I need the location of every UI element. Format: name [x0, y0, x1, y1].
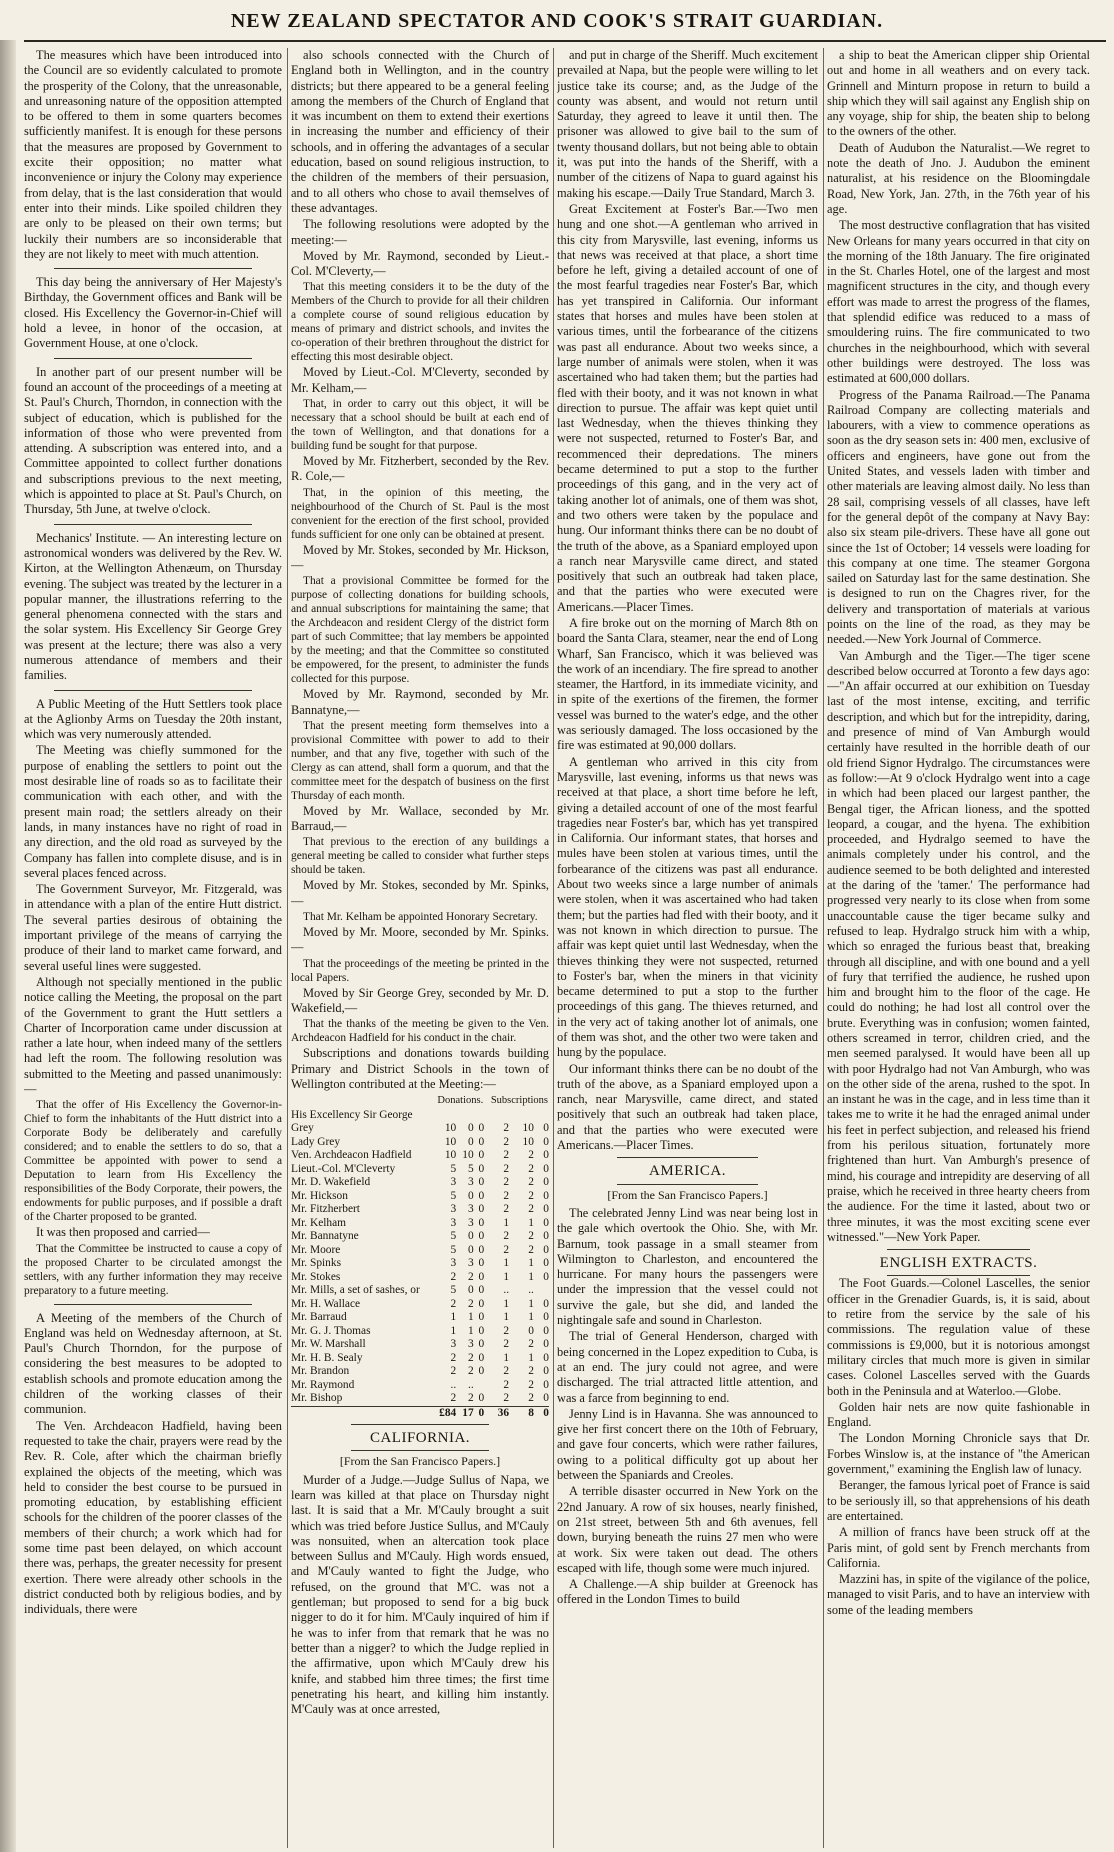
article-paragraph: Although not specially mentioned in the public notice calling the Meeting, the proposal on the part of the Government to grant the Hutt settlers a Charter of Incorporation came under discussion at rather a late hour, when indeed many of the settlers had left the room. The following resolution was submitted to the Meeting and passed unanimously:— [24, 974, 282, 1096]
section-heading-america: AMERICA. [649, 1163, 726, 1180]
amount-cell: 2 [528, 1392, 534, 1405]
amount-cell: 2 [528, 1338, 534, 1351]
amount-cell: 10 [444, 1122, 457, 1135]
amount-cell: 2 [503, 1230, 510, 1243]
amount-cell: 1 [503, 1311, 510, 1324]
amount-cell: 2 [528, 1230, 534, 1243]
amount-cell: 2 [503, 1176, 510, 1189]
amount-cell: 3 [450, 1203, 457, 1216]
motion-line: Moved by Mr. Fitzherbert, seconded by the Rev. R. Cole,— [291, 454, 549, 484]
subscriber-label: His Excellency Sir George [291, 1108, 413, 1121]
amount-cell: 0 [478, 1257, 485, 1270]
amount-cell: 2 [528, 1176, 534, 1189]
subscriber-name: Mr. Moore [291, 1243, 341, 1256]
amount-cell: 2 [528, 1378, 534, 1391]
resolution-text: That, in order to carry out this object, it will be necessary that a school should be built at each end of the town of Wellington, and that donations for a building fund be sought for that purpose. [291, 398, 549, 453]
amount-cell: 3 [467, 1338, 474, 1351]
masthead-rule [24, 40, 1106, 42]
subscriptions-table [291, 1093, 549, 1420]
article-paragraph: a ship to beat the American clipper ship Oriental out and home in all weathers and on every tack. Grinnell and Minturn propose in return to build a ship which they will sail against any English ship on any voyage, ship for ship, the beaten ship to belong to the owners of the other. [827, 48, 1090, 139]
amount-cell: 2 [467, 1351, 474, 1364]
column-4 [827, 48, 1090, 1848]
amount-cell: 0 [478, 1122, 485, 1135]
amount-cell: 0 [543, 1324, 549, 1337]
amount-cell: 0 [478, 1297, 485, 1310]
subscriber-name: Mr. H. B. Sealy [291, 1351, 363, 1364]
amount-cell: 0 [543, 1257, 549, 1270]
amount-cell: 5 [450, 1162, 457, 1175]
amount-cell: 2 [450, 1297, 457, 1310]
amount-cell: 0 [478, 1243, 485, 1256]
article-paragraph: and put in charge of the Sheriff. Much excitement prevailed at Napa, but the people were willing to let justice take its course; and, as the Judge of the county was absent, and would not return until Saturday, they agreed to leave it until then. The prisoner was allowed to give bail to the sum of twenty thousand dollars, but not being able to obtain it, was put into the hands of the Sheriff, with a number of the citizens of Napa to guard against his making his escape.—Daily True Standard, March 3. [557, 48, 818, 200]
table-row [291, 1244, 549, 1258]
masthead: NEW ZEALAND SPECTATOR AND COOK'S STRAIT GUARDIAN. [230, 10, 884, 32]
amount-cell: 10 [462, 1149, 474, 1162]
article-paragraph: The Government Surveyor, Mr. Fitzgerald, was in attendance with a plan of the entire Hutt district. The several parties desirous of obtaining the important privilege of the means of carrying the produce of their land to market came forward, and several useful lines were suggested. [24, 882, 282, 973]
amount-cell: 3 [467, 1216, 474, 1229]
total-cell: 0 [534, 1406, 549, 1420]
article-paragraph: A Challenge.—A ship builder at Greenock has offered in the London Times to build [557, 1577, 818, 1607]
subscriber-name: Mr. D. Wakefield [291, 1176, 371, 1189]
subscriber-name: Lady Grey [291, 1135, 341, 1148]
table-row [291, 1298, 549, 1312]
motion-line: Moved by Sir George Grey, seconded by Mr. D. Wakefield,— [291, 985, 549, 1015]
article-paragraph: Golden hair nets are now quite fashionable in England. [827, 1399, 1090, 1430]
amount-cell: 0 [543, 1392, 549, 1405]
amount-cell: 0 [528, 1324, 534, 1337]
amount-cell: 0 [478, 1270, 485, 1283]
subscriptions-header: Subscriptions [490, 1095, 548, 1107]
amount-cell: 2 [503, 1149, 510, 1162]
table-row [291, 1149, 549, 1163]
amount-cell: .. [503, 1284, 510, 1297]
article-paragraph: Van Amburgh and the Tiger.—The tiger scene described below occurred at Toronto a few days ago:—"An affair occurred at our exhibition on Tuesday last of the most intense, exciting, and terrific description, and which but for the intrepidity, daring, and presence of mind of Van Amburgh would certainly have resulted in the horrible death of our old friend Signor Hydralgo. The circumstances were as follow:—At 9 o'clock Hydralgo went into a cage in which had been placed our largest panther, the Bengal tiger, the African lioness, and the spotted leopard, a cougar, and the hyena. The exhibition proceeded, and Hydralgo seemed to have the animals completely under his control, and the audience seemed to be both delighted and interested at the daring of the 'tamer.' The performance had progressed very nearly to its close when from some unaccountable cause the tiger became sulky and refused to leap. Hydralgo struck him with a whip, which so enraged the furious beast that, breaking through all discipline, and with one bound and a yell of fury that terrified the audience, he rushed upon him and brought him to the floor of the cage. He could do nothing; he had lost all control over the brute. Everything was in confusion; women fainted, others screamed in terror, children cried, and the men seemed paralysed. It would have been all up with poor Hydralgo had not Van Amburgh, who was on the other side of the arena, rushed to the spot. In an instant he was in the cage, and in less time than it takes me to write it he had the enraged animal under his feet in perfect subjection, and released his friend from his perilous situation, fortunately more frightened than hurt. Van Amburgh's presence of mind, his courage and intrepidity are deserving of all praise, which he received in three hearty cheers from the audience. For the time it lasted, about two or three minutes, it was the most exciting scene ever witnessed."—New York Paper. [827, 648, 1090, 1244]
amount-cell: 1 [503, 1270, 510, 1283]
amount-cell: 2 [528, 1243, 534, 1256]
table-row [291, 1338, 549, 1352]
table-row [291, 1109, 549, 1123]
amount-cell: 0 [543, 1189, 549, 1202]
article-paragraph: A Public Meeting of the Hutt Settlers took place at the Aglionby Arms on Tuesday the 20th instant, which was very numerously attended. [24, 696, 282, 742]
table-row [291, 1257, 549, 1271]
amount-cell: 0 [478, 1311, 485, 1324]
amount-cell: 0 [543, 1216, 549, 1229]
amount-cell: 2 [503, 1324, 510, 1337]
column-1 [24, 48, 282, 1848]
amount-cell: 2 [503, 1122, 510, 1135]
amount-cell: 3 [467, 1176, 474, 1189]
article-paragraph: Mechanics' Institute. — An interesting lecture on astronomical wonders was delivered by the Rev. W. Kirton, at the Wellington Athenæum, on Thursday evening. The subject was treated by the lecturer in a popular manner, the illustrations referring to the general phenomena connected with the stars and the solar system. His Excellency Sir George Grey was present at the lecture; there was also a very numerous attendance of members and their families. [24, 530, 282, 683]
subscriber-name: Mr. G. J. Thomas [291, 1324, 371, 1337]
amount-cell [474, 1379, 485, 1393]
amount-cell: 3 [467, 1203, 474, 1216]
amount-cell: 2 [503, 1162, 510, 1175]
amount-cell: 1 [528, 1257, 534, 1270]
amount-cell: 0 [467, 1230, 474, 1243]
amount-cell: 0 [478, 1230, 485, 1243]
amount-cell: 0 [543, 1203, 549, 1216]
amount-cell: 2 [528, 1189, 534, 1202]
article-paragraph: Murder of a Judge.—Judge Sullus of Napa, we learn was killed at that place on Thursday night last. It is said that a Mr. M'Cauly brought a suit which was tried before Justice Sullus, and M'Cauly was nonsuited, when an altercation took place between Sullus and M'Cauly. High words ensued, and M'Cauly wanted to fight the Judge, who refused, on the ground that M'C. was not a gentleman; but proposed to send for a big buck nigger to do it for him. M'Cauly inquired of him if he was to infer from that remark that he was no better than a nigger? to which the Judge replied in the affirmative, upon which M'Cauly drew his knife, and stabbed him three times; the first time penetrating his heart, and killing him instantly. M'Cauly was at once arrested, [291, 1472, 549, 1717]
source-line: [From the San Francisco Papers.] [339, 1454, 501, 1469]
amount-cell: 0 [478, 1216, 485, 1229]
motion-line: Moved by Mr. Stokes, seconded by Mr. Hickson,— [291, 542, 549, 572]
amount-cell: 0 [467, 1243, 474, 1256]
motion-line: Moved by Lieut.-Col. M'Cleverty, seconded by Mr. Kelham,— [291, 365, 549, 395]
article-paragraph: A fire broke out on the morning of March 8th on board the Santa Clara, steamer, near the end of Long Wharf, San Francisco, which it was believed was the work of an incendiary. The fire spread to another steamer, the Hartford, in its immediate vicinity, and in spite of the exertions of the firemen, the former vessel was burned to the water's edge, and the other was seriously damaged. The loss occasioned by the fire was estimated at 90,000 dollars. [557, 615, 818, 753]
table-row [291, 1352, 549, 1366]
amount-cell: 0 [478, 1162, 485, 1175]
amount-cell: 1 [450, 1311, 457, 1324]
separator-rule [54, 524, 252, 525]
resolution-text: That the offer of His Excellency the Governor-in-Chief to form the inhabitants of the Hutt district into a Corporate Body be deliberately and carefully considered; and to enable the settlers to do so, that a Committee be appointed with power to send a Deputation to learn from His Excellency the responsibilities of the Body Corporate, their powers, the endowments for public purposes, and if possible a draft of the Charter proposed to be granted. [24, 1099, 282, 1224]
section-heading-california: CALIFORNIA. [369, 1430, 471, 1447]
amount-cell: 0 [478, 1149, 485, 1162]
separator-rule [54, 358, 252, 359]
amount-cell: 0 [478, 1189, 485, 1202]
resolution-text: That, in the opinion of this meeting, the neighbourhood of the Church of St. Paul is the most convenient for the erection of the first school, provided funds sufficient for one only can be obtained at present. [291, 486, 549, 541]
subscriber-name: Mr. Bishop [291, 1392, 343, 1405]
table-row [291, 1311, 549, 1325]
amount-cell: 2 [503, 1203, 510, 1216]
article-paragraph: The trial of General Henderson, charged with being concerned in the Lopez expedition to Cuba, is at an end. The jury could not agree, and were discharged. The trial attracted little attention, and was a farce from beginning to end. [557, 1329, 818, 1405]
resolution-text: That previous to the erection of any buildings a general meeting be called to consider what further steps should be taken. [291, 836, 549, 877]
column-rule [553, 48, 554, 1848]
total-cell: £84 [432, 1406, 456, 1420]
total-cell: 36 [484, 1406, 509, 1420]
table-row [291, 1325, 549, 1339]
amount-cell: 1 [450, 1324, 457, 1337]
amount-cell: 2 [503, 1338, 510, 1351]
resolution-text: That the present meeting form themselves into a provisional Committee with power to add to their number, and that any five, together with such of the Clergy as can attend, shall form a quorum, and that the committee meet for the despatch of business on the first Thursday of each month. [291, 719, 549, 802]
amount-cell: 3 [450, 1257, 457, 1270]
section-rule [887, 1249, 1030, 1250]
amount-cell: 0 [478, 1351, 485, 1364]
article-paragraph: also schools connected with the Church of England both in Wellington, and in the country districts; but there appeared to be a general feeling among the members of the Church of England that it was incumbent on them to extend their exertions in increasing the number and efficiency of their schools, and in offering the advantages of a secular education, based on sound religious instruction, to the children of the members of their persuasion, and to all others who chose to avail themselves of these advantages. [291, 48, 549, 215]
donations-header: Donations. [437, 1095, 484, 1107]
amount-cell: 2 [503, 1365, 510, 1378]
subscriber-name: Ven. Archdeacon Hadfield [291, 1149, 412, 1162]
amount-cell: 5 [450, 1189, 457, 1202]
amount-cell [534, 1284, 549, 1298]
article-paragraph: The following resolutions were adopted by the meeting:— [291, 217, 549, 247]
section-rule [351, 1450, 489, 1451]
section-heading-english-extracts: ENGLISH EXTRACTS. [879, 1255, 1038, 1272]
subscriber-name: Mr. Brandon [291, 1365, 350, 1378]
amount-cell: 0 [467, 1122, 474, 1135]
amount-cell: 10 [444, 1149, 457, 1162]
amount-cell: 0 [543, 1176, 549, 1189]
subscriber-name: Mr. Bannatyne [291, 1230, 359, 1243]
resolution-text: That this meeting considers it to be the duty of the Members of the Church to provide for all their children a complete course of sound religious education by means of primary and district schools, and invites the co-operation of their brethren throughout the district for effecting this most desirable object. [291, 281, 549, 364]
amount-cell: 3 [450, 1176, 457, 1189]
amount-cell: 2 [503, 1189, 510, 1202]
amount-cell: 0 [478, 1203, 485, 1216]
amount-cell: 2 [467, 1297, 474, 1310]
article-paragraph: Death of Audubon the Naturalist.—We regret to note the death of Jno. J. Audubon the eminent naturalist, at his residence on the Bloomingdale Road, New York, Jan. 27th, in the 76th year of his age. [827, 140, 1090, 216]
article-paragraph: A gentleman who arrived in this city from Marysville, last evening, informs us that news was received at that place, a short time before he left, giving a detailed account of one of the most fearful tragedies near Foster's bar, which has yet transpired in California. Our informant states, that horses and mules have been stolen at various times, until the forbearance of the citizens was past all endurance. About two weeks since a large number of animals were stolen, when it was ascertained who had taken them; but the parties had fled with their booty, and it was not known in which direction to pursue. The affair was kept quiet until last Wednesday, when the thieves thinking they were not suspected, returned to Foster's bar, when the miners in that vicinity became determined to put a stop to the further proceedings of this gang. The thieves returned, and in the very act of taking another lot of animals, one of them was shot, and the other two were taken and hung by the populace. [557, 754, 818, 1060]
amount-cell: 2 [450, 1270, 457, 1283]
table-row [291, 1379, 549, 1393]
amount-cell: 0 [543, 1365, 549, 1378]
amount-cell: 1 [528, 1311, 534, 1324]
amount-cell: 2 [467, 1392, 474, 1405]
table-row [291, 1271, 549, 1285]
amount-cell: 1 [503, 1257, 510, 1270]
motion-line: Moved by Mr. Stokes, seconded by Mr. Spinks,— [291, 878, 549, 908]
resolution-text: That Mr. Kelham be appointed Honorary Secretary. [303, 911, 538, 924]
table-row [291, 1217, 549, 1231]
amount-cell: 2 [503, 1135, 510, 1148]
separator-rule [54, 1304, 252, 1305]
amount-cell: 2 [503, 1392, 510, 1405]
subscriptions-body [291, 1122, 549, 1406]
resolution-text: That a provisional Committee be formed for the purpose of collecting donations for building schools, and annual subscriptions for maintaining the same; that the Archdeacon and resident Clergy of the district form part of such Committee; that lay members be appointed by the meeting; and that the Committee so constituted be empowered, for the present, to administer the funds collected for this purpose. [291, 575, 549, 686]
article-paragraph: The measures which have been introduced into the Council are so evidently calculated to promote the prosperity of the Colony, that the unreasonable, and unreasoning nature of the opposition attempted to be offered to them in some quarters becomes sufficiently manifest. It is enough for these persons that the measures are proposed by Government to excite their opposition; no matter what inconvenience or injury the Colony may experience from delay, that is the last consideration that would enter into their minds. Like spoiled children they are only to be pleased on their own terms; but luckily their numbers are so inconsiderable that they are not likely to meet with much attention. [24, 48, 282, 261]
subscriber-name: Grey [291, 1122, 314, 1135]
amount-cell: 2 [528, 1365, 534, 1378]
amount-cell: 0 [478, 1338, 485, 1351]
article-paragraph: Our informant thinks there can be no doubt of the truth of the above, as a Spaniard employed upon a ranch, near Marysville, came direct, and stated positively that such an outbreak had taken place, and that the parties who were executed were Americans.—Placer Times. [557, 1061, 818, 1153]
article-paragraph: This day being the anniversary of Her Majesty's Birthday, the Government offices and Bank will be closed. His Excellency the Governor-in-Chief will hold a levee, in honor of the occasion, at Government House, at one o'clock. [24, 275, 282, 351]
amount-cell: 10 [522, 1135, 534, 1148]
section-rule [351, 1424, 489, 1425]
amount-cell: 0 [543, 1243, 549, 1256]
article-paragraph: Mazzini has, in spite of the vigilance of the police, managed to visit Paris, and to have an interview with some of the leading members [827, 1572, 1090, 1617]
motion-line: Moved by Mr. Moore, seconded by Mr. Spinks.— [291, 925, 549, 955]
amount-cell: 0 [543, 1230, 549, 1243]
source-line: [From the San Francisco Papers.] [607, 1187, 768, 1202]
amount-cell: 0 [543, 1297, 549, 1310]
amount-cell: 3 [450, 1216, 457, 1229]
article-paragraph: The most destructive conflagration that has visited New Orleans for many years occurred in that city on the morning of the 18th January. The fire originated in the St. Charles Hotel, one of the largest and most magnificent structures in the city, and though every effort was made to arrest the progress of the flames, that splendid edifice was reduced to a mass of smouldering ruins. The fire communicated to two churches in the neighbourhood, which with several other buildings were destroyed. The loss was estimated at 600,000 dollars. [827, 218, 1090, 386]
resolution-text: That the thanks of the meeting be given to the Ven. Archdeacon Hadfield for his conduct in the chair. [291, 1018, 549, 1045]
subscriber-name: Mr. Mills, a set of sashes, or [291, 1284, 420, 1297]
amount-cell: 1 [503, 1216, 510, 1229]
amount-cell: 0 [478, 1135, 485, 1148]
amount-cell: 2 [450, 1351, 457, 1364]
amount-cell: 0 [543, 1351, 549, 1364]
resolution-text: That the Committee be instructed to cause a copy of the proposed Charter to be circulated amongst the settlers, with any further information they may receive preparatory to a future meeting. [24, 1242, 282, 1297]
amount-cell: 0 [543, 1311, 549, 1324]
amount-cell: .. [528, 1284, 534, 1297]
article-paragraph: Jenny Lind is in Havanna. She was announced to give her first concert there on the 10th of February, and gave four concerts, which were rather failures, owing to a political difficulty got up about her between the Spaniards and Creoles. [557, 1406, 818, 1483]
table-row [291, 1365, 549, 1379]
table-row [291, 1122, 549, 1136]
amount-cell: 10 [444, 1135, 457, 1148]
article-paragraph: Beranger, the famous lyrical poet of France is said to be seriously ill, so that apprehensions of his death are entertained. [827, 1478, 1090, 1523]
amount-cell: 1 [467, 1311, 474, 1324]
amount-cell: 0 [467, 1135, 474, 1148]
subscriber-name: Mr. Spinks [291, 1257, 342, 1270]
column-3 [557, 48, 818, 1848]
article-paragraph: The London Morning Chronicle says that Dr. Forbes Winslow is, at the instance of "the American government," examining the English law of lunacy. [827, 1431, 1090, 1477]
column-rule [823, 48, 824, 1848]
amount-cell: 0 [467, 1284, 474, 1297]
amount-cell: 0 [478, 1176, 485, 1189]
amount-cell: 0 [478, 1365, 485, 1378]
amount-cell: 1 [528, 1297, 534, 1310]
amount-cell: 1 [528, 1270, 534, 1283]
amount-cell: .. [467, 1378, 474, 1391]
motion-line: Moved by Mr. Raymond, seconded by Lieut.-Col. M'Cleverty,— [291, 248, 549, 279]
amount-cell: 2 [450, 1392, 457, 1405]
subscriber-name: Mr. Hickson [291, 1189, 348, 1202]
total-cell: 0 [474, 1406, 485, 1420]
table-header-row [291, 1093, 549, 1109]
amount-cell: 0 [478, 1324, 485, 1337]
amount-cell: 2 [467, 1270, 474, 1283]
table-row [291, 1190, 549, 1204]
amount-cell: 2 [528, 1149, 534, 1162]
amount-cell: 5 [450, 1243, 457, 1256]
article-paragraph: It was then proposed and carried— [36, 1225, 210, 1240]
amount-cell: 3 [467, 1257, 474, 1270]
motion-line: Moved by Mr. Raymond, seconded by Mr. Bannatyne,— [291, 687, 549, 717]
subscriber-name: Mr. H. Wallace [291, 1297, 361, 1310]
amount-cell: 0 [467, 1189, 474, 1202]
amount-cell: 0 [543, 1338, 549, 1351]
article-paragraph: A million of francs have been struck off at the Paris mint, of gold sent by French merchants from California. [827, 1525, 1090, 1570]
article-paragraph: Progress of the Panama Railroad.—The Panama Railroad Company are collecting materials and labourers, with a view to commence operations as soon as the dry season sets in: 400 men, exclusive of officers and engineers, have gone out from the United States, and vessels laden with timber and other materials are leaving almost daily. No less than 28 sail, comprising vessels of all classes, have left for the general depôt of the company at Navy Bay: also six steam pile-drivers. These have all gone out since the 1st of October; 14 vessels were loading for this company at one time. The steamer Gorgona sailed on Saturday last for the same destination. She is designed to run on the Chagres river, for the delivery and transportation of materials at various points on the line of the road, as they may be needed.—New York Journal of Commerce. [827, 387, 1090, 647]
amount-cell: 3 [450, 1338, 457, 1351]
separator-rule [54, 690, 252, 691]
table-row [291, 1284, 549, 1298]
amount-cell: 2 [528, 1203, 534, 1216]
amount-cell: 0 [543, 1149, 549, 1162]
subscriber-name: Mr. Stokes [291, 1270, 341, 1283]
table-row [291, 1176, 549, 1190]
table-row [291, 1203, 549, 1217]
amount-cell: 5 [450, 1230, 457, 1243]
subscriber-name: Mr. Kelham [291, 1216, 347, 1229]
amount-cell: 5 [467, 1162, 474, 1175]
amount-cell: 10 [522, 1122, 534, 1135]
article-paragraph: Subscriptions and donations towards building Primary and District Schools in the town of Wellington contributed at the Meeting:— [291, 1046, 549, 1091]
article-paragraph: A Meeting of the members of the Church of England was held on Wednesday afternoon, at St. Paul's Church Thorndon, for the purpose of considering the best measures to be adopted to establish schools and promote education among the children of the working classes of their communion. [24, 1310, 282, 1417]
amount-cell: 1 [503, 1351, 510, 1364]
subscriber-name: Lieut.-Col. M'Cleverty [291, 1162, 396, 1175]
amount-cell: 2 [450, 1365, 457, 1378]
column-rule [287, 48, 288, 1848]
amount-cell: 0 [478, 1392, 485, 1405]
amount-cell: 0 [543, 1122, 549, 1135]
amount-cell: 1 [467, 1324, 474, 1337]
amount-cell: 0 [543, 1135, 549, 1148]
amount-cell: 1 [528, 1216, 534, 1229]
subscriber-name: Mr. Fitzherbert [291, 1203, 360, 1216]
amount-cell: 0 [543, 1162, 549, 1175]
total-row [291, 1406, 549, 1420]
amount-cell: 5 [450, 1284, 457, 1297]
amount-cell: 0 [543, 1270, 549, 1283]
article-paragraph: The Foot Guards.—Colonel Lascelles, the senior officer in the Grenadier Guards, is, it is said, about to retire from the service by the sale of his commissions. The regulation value of these commissions is £9,000, but it is notorious amongst military circles that much more is given in similar cases. Colonel Lascelles served with the Guards both in the Peninsula and at Waterloo.—Globe. [827, 1276, 1090, 1398]
amount-cell: 2 [503, 1243, 510, 1256]
subscriber-name: Mr. Barraud [291, 1311, 347, 1324]
article-paragraph: A terrible disaster occurred in New York on the 22nd January. A row of six houses, nearly finished, on 21st street, between 5th and 6th avenues, fell down, burying beneath the ruins 27 men who were at work. Six were taken out dead. The others escaped with life, though some were much injured. [557, 1484, 818, 1575]
amount-cell: .. [450, 1378, 457, 1391]
table-row [291, 1230, 549, 1244]
article-paragraph: The Meeting was chiefly summoned for the purpose of enabling the settlers to point out the most desirable line of roads so as to facilitate their communication with each other, and with the present main road; the settlers already on their lands, in many instances have no right of road in any direction, and the old road as surveyed by the Company has fallen into complete disuse, and is in several places fenced across. [24, 743, 282, 880]
article-paragraph: The Ven. Archdeacon Hadfield, having been requested to take the chair, prayers were read by the Rev. R. Cole, after which the chairman briefly explained the objects of the meeting, which was held to consider the best course to be pursued in promoting education, by establishing efficient schools for the children of the poorer classes of the members of their church; a work which had for some time past been delayed, on which account there was, perhaps, the greater necessity for present exertion. There were already other schools in the district conducted both by religious bodies, and by individuals, there were [24, 1418, 282, 1617]
motion-line: Moved by Mr. Wallace, seconded by Mr. Barraud,— [291, 803, 549, 834]
amount-cell: 1 [503, 1297, 510, 1310]
separator-rule [54, 268, 252, 269]
subscriber-name: Mr. W. Marshall [291, 1338, 366, 1351]
total-cell: 8 [509, 1406, 534, 1420]
amount-cell: 0 [543, 1378, 549, 1391]
subscriber-name: Mr. Raymond [291, 1378, 355, 1391]
binding-edge-shadow [0, 40, 16, 1852]
column-2 [291, 48, 549, 1848]
table-row [291, 1163, 549, 1177]
article-paragraph: The celebrated Jenny Lind was near being lost in the gale which overtook the Ohio. She, with Mr. Barnum, took passage in a small steamer from Wilmington to Charleston, and encountered the hurricane. For many hours the passengers were under the impression that the vessel could not survive the gale, but she did, and landed the nightingale safe and sound in Charleston. [557, 1205, 818, 1328]
article-paragraph: Great Excitement at Foster's Bar.—Two men hung and one shot.—A gentleman who arrived in this city from Marysville, last evening, informs us that news was received at that place, a short time before he left, giving a detailed account of one of the most fearful tragedies near Foster's Bar, which has yet transpired in California. Our informant states that horses and mules have been stolen at various times, until the forbearance of the citizens was past all endurance. About two weeks since, a large number of animals were stolen, when it was ascertained who had taken them; but the parties had fled with their booty, and it was not known in what direction to pursue. The affair was kept quiet until last Wednesday, when the thieves thinking they were not suspected, returned to Foster's Bar, and recommenced their depredations. The miners became determined to put a stop to the further proceedings of this gang, and in the very act of taking another lot of animals, one of them was shot, and two others were taken by the populace and hung. Our informant thinks there can be no doubt of the truth of the above, as a Spaniard employed upon a ranch near Marysville came direct, and stated positively that such an outbreak had taken place, and that the parties who were executed were Americans.—Placer Times. [557, 201, 818, 614]
amount-cell: 2 [503, 1378, 510, 1391]
amount-cell: 2 [467, 1365, 474, 1378]
amount-cell: 2 [528, 1162, 534, 1175]
amount-cell: 0 [478, 1284, 485, 1297]
table-row [291, 1136, 549, 1150]
total-cell: 17 [456, 1406, 473, 1420]
section-rule [617, 1157, 758, 1158]
amount-cell: 1 [528, 1351, 534, 1364]
table-row [291, 1392, 549, 1406]
section-rule [617, 1184, 758, 1185]
article-paragraph: In another part of our present number will be found an account of the proceedings of a meeting at St. Paul's Church, Thorndon, in connection with the subject of education, which is published for the information of those who were prevented from attending. A subscription was entered into, and a Committee appointed to collect further donations and subscriptions previous to the next meeting, which is appointed to place at St. Paul's Church, on Thursday, 5th June, at twelve o'clock. [24, 364, 282, 517]
resolution-text: That the proceedings of the meeting be printed in the local Papers. [291, 957, 549, 984]
